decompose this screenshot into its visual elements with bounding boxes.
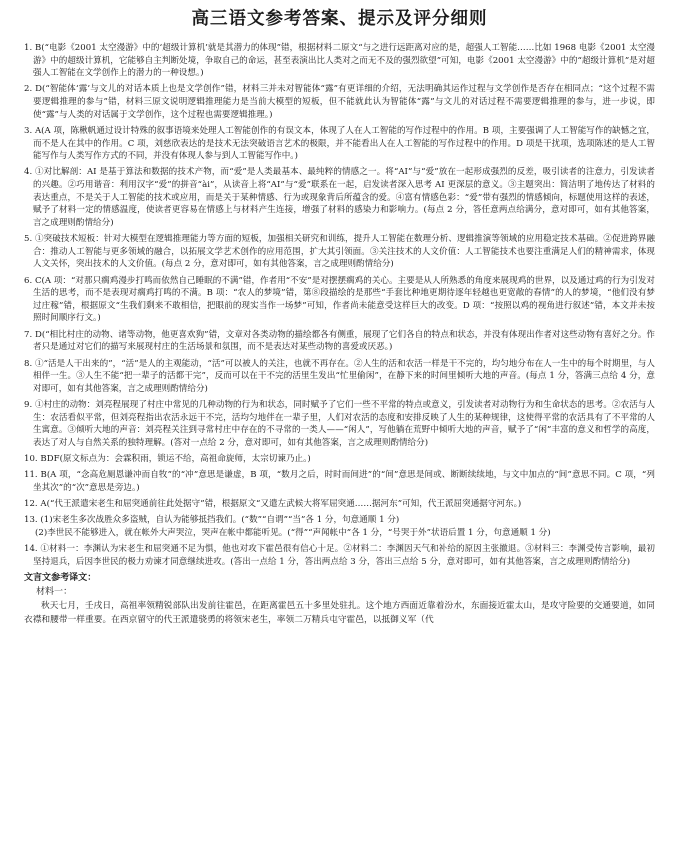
answer-item-2: 2. D(“智能体‘露’与文儿的对话本质上也是文学创作”错，材料三并未对智能体“露”有更详细的介绍，无法明确其运作过程与文学创作是否存在相同点；“这个过程不需要逻辑推理的参与”错，材料三原文说明逻辑推理能力是当前大模型的短板，但不能就此认为智能体“露”与文儿的对话过程不需要逻辑推理的参与，进一步说，即使“露”与人类的对话属于文学创作，这个过程也需要逻辑推理。) (24, 84, 655, 120)
answer-item-11: 11. B(A 项，“念高危厕恩谦冲而自牧”的“冲”意思是谦虚，B 项，“数月之后，时时而间进”的“间”意思是间或、断断续续地，与文中加点的“间”意思不同。C 项，“列坐其次”的“次”意思是旁边。) (24, 470, 655, 493)
answer-item-10: 10. BDF(原文标点为：会霖积雨，锁运不给，高祖命旋师，太宗切谏乃止。) (24, 454, 311, 465)
answer-item-1: 1. B(“电影《2001 太空漫游》中的‘超级计算机’就是其潜力的体现”错，根据材料二原文“与之进行远距离对应的是，超强人工智能……比如 1968 电影《2001 太空漫游》中的超级计算机，它能够自主判断处境，争取自己的命运，甚至表演出比人类对之而无不及的强烈欲望”可知，电影《2001 太空漫游》中的“超级计算机”是对超强人工智能在文学创作上的潜力的一种设想。) (24, 43, 655, 79)
answer-item-12: 12. A(“代王派遣宋老生和屈突通前往此处据守”错，根据原文“又遣左武候大将军屈突通……据河东”可知，代王派屈突通据守河东。) (24, 499, 522, 510)
answer-item-5: 5. ①突破技术短板：针对大模型在逻辑推理能力等方面的短板，加强相关研究和训练，提升人工智能在数理分析、逻辑推演等领域的应用稳定技术基础。②促进跨界融合：推动人工智能与更多领域的融合，以拓展文学艺术创作的应用范围，扩大其引领面。③关注技术的人文价值：人工智能技术也要注重满足人们的精神需求，体现人文关怀，突出技术的人文价值。(每点 2 分，意对即可，如有其他答案，言之成理则酌情给分) (24, 234, 655, 270)
answer-item-4: 4. ①对比解剖：AI 是基于算法和数据的技术产物，而“爱”是人类最基本、最纯粹的情感之一。将“AI”与“爱”放在一起形成强烈的反差，吸引读者的注意力，引发读者的兴趣。②巧用谐音：利用汉字“爱”的拼音“ài”，从读音上将“AI”与“爱”联系在一起，启发读者深入思考 AI 更深层的意义。③主题突出：简洁明了地传达了材料的表达重点，不是关于人工智能的技术或应用，而是关于某种情感、行为或现象背后所蕴含的爱。④富有情感色彩：“爱”带有强烈的情感倾向，标题使用这样的表述，赋予了材料一定的情感温度，使读者更容易在情感上与材料产生连接，增强了材料的感染力和影响力。(每点 2 分，答任意两点给满分，意对即可，如有其他答案，言之成理则酌情给分) (24, 167, 655, 228)
translation-text: 秋天七月，壬戌日，高祖率领精锐部队出发前往霍邑，在距离霍邑五十多里处驻扎。这个地方西面近靠着汾水，东面接近霍太山，是攻守险要的交通要道，如同衣襟和腰带一样重要。在西京留守的代王派遣骁勇的将领宋老生，率领二万精兵屯守霍邑，以抵御义军（代 (24, 601, 655, 626)
answer-item-6: 6. C(A 项：“对那只瘸鸡漫步打鸣而依然自己睡眠的不满”错，作者用“不安”是对摆摆瘸鸡的关心。主要是从人所熟悉的角度来展现鸡的世界，以及通过鸡的行为引发对生活的思考，而不是表现对瘸鸡打鸣的不满。B 项：“农人的梦境”错，第⑧段描绘的是那些“手套比种地更期待逐年轻越也更宽敞的春情”的人的梦境，“他们没有梦过庄稼”错，根据原文“生我们剩来不敢相信，把眼前的现实当作一场梦”可知，作者尚未能意受这样巨大的改变。D 项：“按照以鸡的视角进行叙述”错，本文并未按照时间顺序行文。) (24, 275, 655, 324)
answer-item-7: 7. D(“相比村庄的动物、诸等动物，他更喜欢狗”错，文章对各类动物的描绘都各有侧重，展现了它们各自的特点和状态，并没有体现出作者对这些动物有喜好之分。作者只是通过对它们的描写来展现村庄的生活场景和氛围，而不是表达对某些动物的喜爱或厌恶。) (24, 329, 655, 353)
answer-item-14: 14. ①材料一：李渊认为宋老生和屈突通不足为惧，他也对攻下霍邑很有信心十足。②材料二：李渊因天气和补给的原因主张撤退。③材料三：李渊受传言影响，最初坚持退兵，后因李世民的极力劝谏才同意继续进攻。(答出一点给 1 分，答出两点给 3 分，答出三点给 5 分，意对即可，如有其他答案，言之成理则酌情给分) (24, 544, 655, 567)
translation-heading: 文言文参考译文： (24, 573, 97, 584)
answer-item-3: 3. A(A 项，陈楸帆通过设计特殊的叙事语境来处理人工智能创作的有误文本，体现了人在人工智能的写作过程中的作用。B 项，主要强调了人工智能写作的缺憾之宜，而不是人在其中的作用。C 项，刘慈欣表达的是技术无法突破语言艺术的极限，并不能看出人在人工智能的写作过程中的作用。D 项是干扰项，选项陈述的是人工智能写作与人类写作方式的不同，并没有体现人参与到人工智能写作中。) (24, 125, 655, 162)
answer-item-9: 9. ①村庄的动物：刘亮程展现了村庄中常见的几种动物的行为和状态，同时赋予了它们一些不平常的特点或意义，引发读者对动物行为和生命状态的思考。②农活与人生：农活看似平常，但刘亮程指出农活永远干不完，活均匀地伴在一辈子里，人们对农活的态度和安排反映了人生的某种规律，这使得平常的农活具有了不平常的人生寓意。③倾听大地的声音：刘亮程关注到寻常村庄中存在的不寻常的一类人——“闲人”，写他躺在荒野中倾听大地的声音，赋予了“闲”丰富的意义和哲学的高度，表达了对人与自然关系的独特理解。(答对一点给 2 分，意对即可，如有其他答案，言之成理则酌情给分) (24, 400, 655, 448)
page-title: 高三语文参考答案、提示及评分细则 (191, 9, 488, 29)
answer-list (24, 42, 655, 627)
material-label: 材料一： (36, 586, 73, 597)
answer-item-13-part-2: (2)李世民不能够进入，就在帐外大声哭泣，哭声在帐中都能听见。(“得”“声闻帐中”各 1 分，“号哭于外”状语后置 1 分，句意通顺 1 分) (35, 528, 551, 538)
answer-item-8: 8. ①“活是人干出来的”，“活”是人的主观能动，“活”可以被人的关注，也就不再存在。②人生的活和农活一样是干不完的，均匀地分布在人一生中的每个时期里，与人相伴一生。③人生不能“把一辈子的活都干完”，反而可以在干不完的活里生发出“忙里偷闲”，在静下来的时间里倾听大地的声音。(每点 1 分，答满三点给 4 分，意对即可，如有其他答案，言之成理则酌情给分) (24, 358, 655, 394)
answer-item-13: 13. (1)宋老生多次战胜众多盗贼，自认为能够抵挡我们。(“数”“自谓”“当”各 1 分，句意通顺 1 分) (24, 515, 400, 526)
